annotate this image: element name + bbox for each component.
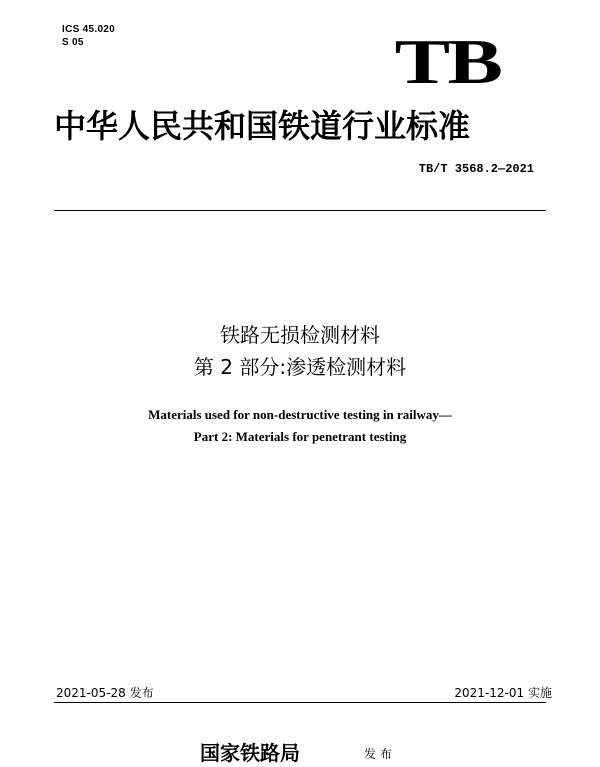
ics-code: ICS 45.020 — [62, 24, 116, 35]
chinese-title-line-2: 第 2 部分:渗透检测材料 — [193, 355, 407, 379]
chinese-title-line-1: 铁路无损检测材料 — [220, 323, 380, 347]
publish-word: 发布 — [364, 747, 397, 761]
issue-date: 2021-05-28 — [56, 686, 126, 700]
tb-logo: TB — [394, 26, 500, 97]
header-divider — [54, 210, 546, 211]
issue-date-suffix: 发布 — [129, 686, 154, 700]
issue-date-block — [56, 685, 154, 701]
implementation-date: 2021-12-01 — [454, 686, 525, 700]
implementation-date-suffix: 实施 — [527, 686, 552, 700]
footer-divider — [54, 702, 546, 703]
ccs-code: S 05 — [62, 37, 84, 48]
english-title-line-2: Part 2: Materials for penetrant testing — [193, 429, 407, 444]
english-title-line-1: Materials used for non-destructive testing in railway— — [148, 407, 452, 422]
organization-title: 中华人民共和国铁道行业标准 — [54, 107, 471, 145]
standard-number: TB/T 3568.2—2021 — [418, 162, 534, 176]
publisher-name: 国家铁路局 — [200, 741, 300, 765]
implementation-date-block — [454, 685, 552, 701]
